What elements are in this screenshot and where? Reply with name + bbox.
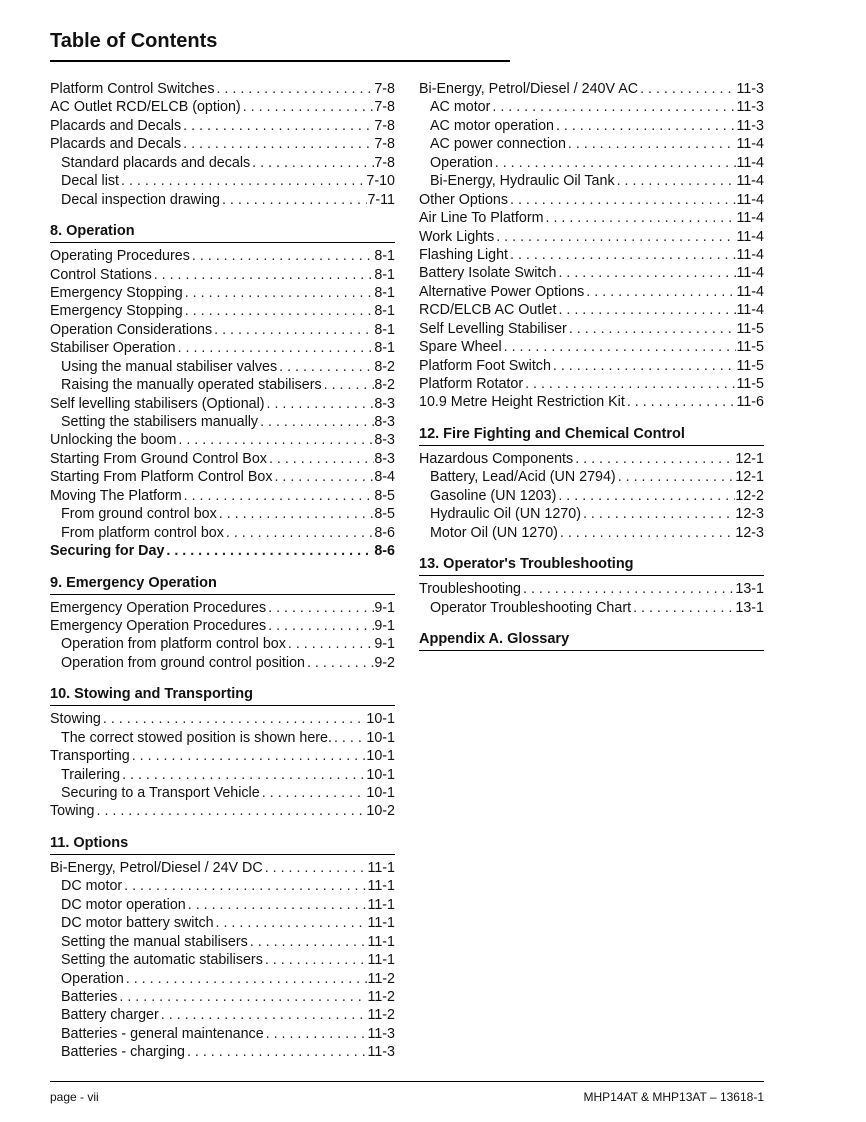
toc-entry-title: Bi-Energy, Petrol/Diesel / 240V AC xyxy=(419,81,639,97)
dot-leader xyxy=(490,98,736,116)
dot-leader xyxy=(183,302,375,320)
toc-entry-page: 8-6 xyxy=(374,524,395,541)
toc-entry[interactable] xyxy=(419,338,764,356)
toc-entry[interactable] xyxy=(50,98,395,116)
dot-leader xyxy=(182,487,375,505)
toc-entry[interactable] xyxy=(50,951,395,969)
toc-right-column xyxy=(419,80,764,655)
toc-entry-title: Hydraulic Oil (UN 1270) xyxy=(430,506,581,523)
dot-leader xyxy=(176,431,374,449)
dot-leader xyxy=(220,191,367,209)
toc-entry-page: 8-5 xyxy=(374,487,395,504)
toc-entry[interactable] xyxy=(50,468,395,486)
toc-entry-title: Motor Oil (UN 1270) xyxy=(430,524,558,541)
toc-entry-page: 11-3 xyxy=(736,117,764,134)
toc-entry-page: 11-2 xyxy=(367,1007,395,1024)
toc-entry[interactable] xyxy=(419,505,764,523)
toc-entry[interactable] xyxy=(50,413,395,431)
toc-entry[interactable] xyxy=(50,358,395,376)
dot-leader xyxy=(544,209,737,227)
toc-entry-page: 8-3 xyxy=(374,395,395,412)
dot-leader xyxy=(214,80,374,98)
toc-entry[interactable] xyxy=(50,191,395,209)
toc-entry-title: Air Line To Platform xyxy=(419,210,544,227)
toc-entry[interactable] xyxy=(419,98,764,116)
dot-leader xyxy=(266,617,374,635)
toc-entry-title: Troubleshooting xyxy=(419,581,521,598)
toc-entry[interactable] xyxy=(50,766,395,784)
toc-entry-title: Hazardous Components xyxy=(419,450,574,467)
toc-entry[interactable] xyxy=(419,135,764,153)
dot-leader xyxy=(124,970,368,988)
dot-leader xyxy=(584,283,736,301)
toc-entry[interactable] xyxy=(50,487,395,505)
toc-entry[interactable] xyxy=(50,321,395,339)
toc-entry-title: AC power connection xyxy=(430,136,566,153)
dot-leader xyxy=(523,375,736,393)
page-title: Table of Contents xyxy=(50,30,218,52)
toc-entry-page: 8-1 xyxy=(374,321,395,338)
dot-leader xyxy=(95,802,367,820)
toc-entry[interactable] xyxy=(419,117,764,135)
toc-entry[interactable] xyxy=(50,80,395,98)
dot-leader xyxy=(615,172,737,190)
toc-entry[interactable] xyxy=(419,209,764,227)
toc-entry-title: Stabiliser Operation xyxy=(50,340,176,357)
toc-entry-title: Bi-Energy, Petrol/Diesel / 24V DC xyxy=(50,859,263,876)
section-heading: 10. Stowing and Transporting xyxy=(50,685,395,706)
toc-entry-page: 9-1 xyxy=(374,617,395,634)
dot-leader xyxy=(186,896,368,914)
dot-leader xyxy=(631,599,735,617)
toc-entry-title: 10.9 Metre Height Restriction Kit xyxy=(419,394,625,411)
toc-entry-page: 11-6 xyxy=(736,394,764,411)
toc-entry-page: 11-4 xyxy=(736,265,764,282)
dot-leader xyxy=(272,468,374,486)
toc-entry-title: Trailering xyxy=(61,766,121,783)
toc-entry-page: 13-1 xyxy=(735,581,764,598)
dot-leader xyxy=(264,1025,368,1043)
toc-entry-title: Gasoline (UN 1203) xyxy=(430,487,557,504)
toc-entry[interactable] xyxy=(419,599,764,617)
toc-entry[interactable] xyxy=(50,247,395,265)
dot-leader xyxy=(581,505,735,523)
dot-leader xyxy=(566,135,737,153)
toc-entry-title: Battery charger xyxy=(61,1007,159,1024)
toc-entry-page: 11-4 xyxy=(736,302,764,319)
toc-entry-title: Starting From Platform Control Box xyxy=(50,469,273,486)
section-heading: 11. Options xyxy=(50,834,395,855)
toc-entry-page: 11-3 xyxy=(736,81,764,97)
toc-entry-title: From platform control box xyxy=(61,524,224,541)
toc-entry-title: Placards and Decals xyxy=(50,136,182,153)
toc-entry-page: 11-4 xyxy=(736,136,764,153)
dot-leader xyxy=(267,450,374,468)
toc-entry-title: Emergency Operation Procedures xyxy=(50,617,267,634)
toc-entry-title: Flashing Light xyxy=(419,246,509,263)
toc-entry[interactable] xyxy=(419,320,764,338)
toc-entry-title: Platform Control Switches xyxy=(50,81,215,97)
toc-entry[interactable] xyxy=(419,375,764,393)
toc-entry-page: 8-6 xyxy=(374,543,395,560)
dot-leader xyxy=(551,357,737,375)
section-heading: Appendix A. Glossary xyxy=(419,630,764,651)
toc-entry[interactable] xyxy=(50,302,395,320)
toc-entry-title: Battery, Lead/Acid (UN 2794) xyxy=(430,469,616,486)
toc-entry-page: 11-2 xyxy=(367,988,395,1005)
toc-entry[interactable] xyxy=(50,266,395,284)
toc-entry-page: 11-5 xyxy=(736,339,764,356)
dot-leader xyxy=(181,135,374,153)
toc-entry[interactable] xyxy=(50,988,395,1006)
toc-entry[interactable] xyxy=(50,172,395,190)
toc-entry-title: Operating Procedures xyxy=(50,248,190,265)
toc-entry[interactable] xyxy=(419,301,764,319)
toc-entry-page: 8-2 xyxy=(374,358,395,375)
toc-entry-page: 11-1 xyxy=(367,915,395,932)
toc-entry-page: 10-1 xyxy=(366,711,395,728)
toc-entry-title: Unlocking the boom xyxy=(50,432,177,449)
toc-entry-page: 11-4 xyxy=(736,154,764,171)
toc-entry-title: Spare Wheel xyxy=(419,339,502,356)
toc-entry-page: 8-4 xyxy=(374,469,395,486)
toc-entry-page: 10-1 xyxy=(366,748,395,765)
toc-entry-title: Decal inspection drawing xyxy=(61,191,220,208)
dot-leader xyxy=(322,376,375,394)
toc-entry-page: 8-2 xyxy=(374,377,395,394)
dot-leader xyxy=(190,247,374,265)
dot-leader xyxy=(554,117,736,135)
toc-entry-title: Self levelling stabilisers (Optional) xyxy=(50,395,265,412)
dot-leader xyxy=(567,320,737,338)
toc-entry-title: Transporting xyxy=(50,748,130,765)
toc-entry-title: AC motor xyxy=(430,99,491,116)
toc-entry[interactable] xyxy=(50,599,395,617)
toc-entry-title: Bi-Energy, Hydraulic Oil Tank xyxy=(430,173,615,190)
toc-entry[interactable] xyxy=(419,357,764,375)
toc-entry-page: 7-8 xyxy=(374,136,395,153)
toc-entry[interactable] xyxy=(50,617,395,635)
dot-leader xyxy=(241,98,375,116)
toc-entry-title: DC motor battery switch xyxy=(61,915,214,932)
toc-entry-title: Setting the stabilisers manually xyxy=(61,414,259,430)
toc-entry-page: 12-3 xyxy=(735,506,764,523)
toc-entry-title: Securing to a Transport Vehicle xyxy=(61,785,260,801)
toc-entry[interactable] xyxy=(50,1006,395,1024)
toc-entry[interactable] xyxy=(50,376,395,394)
dot-leader xyxy=(176,339,375,357)
toc-entry-page: 11-1 xyxy=(367,952,395,969)
dot-leader xyxy=(120,766,366,784)
toc-entry[interactable] xyxy=(50,747,395,765)
toc-entry[interactable] xyxy=(50,635,395,653)
toc-entry-title: Placards and Decals xyxy=(50,117,182,134)
toc-entry-title: Raising the manually operated stabilisers xyxy=(61,377,322,394)
toc-entry[interactable] xyxy=(50,450,395,468)
dot-leader xyxy=(185,1043,367,1061)
toc-entry-title: Batteries - general maintenance xyxy=(61,1025,264,1042)
toc-entry[interactable] xyxy=(419,524,764,542)
toc-entry[interactable] xyxy=(50,542,395,560)
toc-entry-title: Operator Troubleshooting Chart xyxy=(430,599,632,616)
section-heading: 12. Fire Fighting and Chemical Control xyxy=(419,425,764,446)
toc-entry-page: 11-4 xyxy=(736,173,764,190)
toc-entry-title: Operation xyxy=(61,970,124,987)
toc-entry[interactable] xyxy=(419,154,764,172)
toc-entry-title: Towing xyxy=(50,803,95,820)
toc-entry[interactable] xyxy=(50,970,395,988)
footer-document-id: MHP14AT & MHP13AT – 13618-1 xyxy=(583,1090,764,1104)
toc-entry-page: 11-4 xyxy=(736,210,764,227)
toc-entry-page: 11-5 xyxy=(736,376,764,392)
dot-leader xyxy=(556,487,735,505)
toc-entry-page: 11-1 xyxy=(367,859,395,876)
toc-entry-page: 9-1 xyxy=(374,636,395,653)
toc-entry-title: Operation xyxy=(430,154,493,171)
dot-leader xyxy=(183,284,375,302)
toc-entry-title: Stowing xyxy=(50,711,101,728)
dot-leader xyxy=(305,654,374,672)
toc-entry-page: 11-3 xyxy=(736,99,764,116)
toc-entry[interactable] xyxy=(50,1025,395,1043)
toc-entry-page: 10-1 xyxy=(366,729,395,746)
toc-entry-page: 9-1 xyxy=(374,599,395,616)
dot-leader xyxy=(217,505,375,523)
toc-entry[interactable] xyxy=(50,154,395,172)
dot-leader xyxy=(214,914,368,932)
dot-leader xyxy=(573,450,735,468)
toc-entry[interactable] xyxy=(50,1043,395,1061)
toc-entry[interactable] xyxy=(419,468,764,486)
toc-entry[interactable] xyxy=(419,172,764,190)
toc-entry-page: 8-3 xyxy=(374,450,395,467)
toc-entry[interactable] xyxy=(50,524,395,542)
toc-entry[interactable] xyxy=(50,339,395,357)
toc-entry-page: 7-8 xyxy=(374,154,395,171)
toc-entry[interactable] xyxy=(419,191,764,209)
dot-leader xyxy=(493,154,737,172)
toc-entry-title: Standard placards and decals xyxy=(61,154,251,171)
dot-leader xyxy=(159,1006,368,1024)
toc-entry-page: 11-4 xyxy=(736,283,764,300)
footer-rule xyxy=(50,1081,764,1082)
toc-entry-page: 13-1 xyxy=(735,599,764,616)
toc-entry-title: Alternative Power Options xyxy=(419,283,585,300)
toc-entry[interactable] xyxy=(50,896,395,914)
toc-entry[interactable] xyxy=(50,784,395,802)
dot-leader xyxy=(263,859,368,877)
dot-leader xyxy=(638,80,736,98)
toc-entry-page: 11-4 xyxy=(736,228,764,245)
toc-entry[interactable] xyxy=(419,228,764,246)
toc-entry-page: 8-5 xyxy=(374,506,395,523)
dot-leader xyxy=(521,580,735,598)
toc-entry-title: Moving The Platform xyxy=(50,487,182,504)
toc-entry-title: Using the manual stabiliser valves xyxy=(61,358,278,375)
toc-entry-title: The correct stowed position is shown here. xyxy=(61,729,332,746)
toc-entry-title: AC Outlet RCD/ELCB (option) xyxy=(50,99,241,116)
toc-entry-title: Emergency Stopping xyxy=(50,284,183,301)
toc-entry-page: 10-1 xyxy=(366,766,395,783)
toc-entry-title: Starting From Ground Control Box xyxy=(50,450,267,467)
dot-leader xyxy=(250,154,374,172)
dot-leader xyxy=(556,264,736,282)
toc-entry[interactable] xyxy=(50,802,395,820)
toc-entry-title: Batteries xyxy=(61,988,118,1005)
toc-entry[interactable] xyxy=(419,246,764,264)
dot-leader xyxy=(277,358,374,376)
toc-entry-title: Emergency Operation Procedures xyxy=(50,599,267,616)
toc-entry[interactable] xyxy=(50,505,395,523)
toc-entry-title: Decal list xyxy=(61,173,119,190)
toc-entry-page: 12-1 xyxy=(735,450,764,467)
toc-entry-page: 8-1 xyxy=(374,340,395,357)
toc-entry-page: 8-1 xyxy=(374,266,395,283)
dot-leader xyxy=(494,228,736,246)
toc-entry[interactable] xyxy=(50,710,395,728)
toc-entry[interactable] xyxy=(50,654,395,672)
toc-entry-page: 11-4 xyxy=(736,246,764,263)
toc-entry-title: Self Levelling Stabiliser xyxy=(419,320,567,337)
toc-entry-page: 8-1 xyxy=(374,284,395,301)
toc-entry[interactable] xyxy=(419,264,764,282)
section-heading: 13. Operator's Troubleshooting xyxy=(419,555,764,576)
toc-entry[interactable] xyxy=(50,933,395,951)
dot-leader xyxy=(558,524,735,542)
toc-entry[interactable] xyxy=(50,284,395,302)
toc-entry-title: Securing for Day xyxy=(50,543,165,560)
dot-leader xyxy=(260,784,367,802)
toc-entry[interactable] xyxy=(50,914,395,932)
dot-leader xyxy=(117,988,367,1006)
toc-entry[interactable] xyxy=(50,117,395,135)
dot-leader xyxy=(502,338,737,356)
toc-entry-page: 11-5 xyxy=(736,320,764,337)
dot-leader xyxy=(164,542,374,560)
toc-entry-page: 11-1 xyxy=(367,933,395,950)
dot-leader xyxy=(265,395,375,413)
dot-leader xyxy=(152,266,375,284)
dot-leader xyxy=(616,468,736,486)
toc-entry-page: 12-1 xyxy=(735,469,764,486)
toc-left-column xyxy=(50,80,395,1062)
dot-leader xyxy=(258,413,374,431)
toc-entry[interactable] xyxy=(419,393,764,411)
toc-entry-page: 8-1 xyxy=(374,303,395,320)
toc-entry-title: AC motor operation xyxy=(430,117,554,134)
toc-entry-title: Emergency Stopping xyxy=(50,303,183,320)
dot-leader xyxy=(101,710,367,728)
dot-leader xyxy=(625,393,737,411)
toc-entry[interactable] xyxy=(419,283,764,301)
toc-entry-title: DC motor xyxy=(61,878,123,895)
toc-entry[interactable] xyxy=(419,80,764,98)
toc-entry-title: Other Options xyxy=(419,191,508,208)
toc-entry-title: Platform Foot Switch xyxy=(419,357,551,374)
toc-entry-page: 8-3 xyxy=(374,414,395,430)
toc-entry-page: 11-3 xyxy=(367,1025,395,1042)
dot-leader xyxy=(130,747,367,765)
title-rule xyxy=(50,60,510,62)
toc-entry-title: Platform Rotator xyxy=(419,376,524,392)
toc-entry-page: 12-3 xyxy=(735,524,764,541)
toc-entry-page: 11-5 xyxy=(736,357,764,374)
toc-entry-page: 10-2 xyxy=(366,803,395,820)
toc-entry[interactable] xyxy=(50,431,395,449)
toc-entry[interactable] xyxy=(419,580,764,598)
dot-leader xyxy=(508,246,736,264)
dot-leader xyxy=(286,635,374,653)
toc-entry[interactable] xyxy=(50,859,395,877)
dot-leader xyxy=(266,599,374,617)
toc-entry[interactable] xyxy=(50,135,395,153)
dot-leader xyxy=(508,191,736,209)
dot-leader xyxy=(263,951,368,969)
toc-entry-title: Batteries - charging xyxy=(61,1044,185,1061)
toc-entry[interactable] xyxy=(50,877,395,895)
dot-leader xyxy=(224,524,374,542)
dot-leader xyxy=(181,117,374,135)
dot-leader xyxy=(248,933,368,951)
dot-leader xyxy=(212,321,374,339)
toc-entry-title: Setting the manual stabilisers xyxy=(61,933,248,950)
toc-entry-title: Operation from platform control box xyxy=(61,636,286,653)
toc-entry-page: 11-2 xyxy=(367,970,395,987)
toc-entry-page: 11-4 xyxy=(736,191,764,208)
toc-entry-title: Operation from ground control position xyxy=(61,654,305,671)
toc-entry-page: 8-3 xyxy=(374,432,395,449)
toc-entry-page: 8-1 xyxy=(374,248,395,265)
toc-entry-page: 7-8 xyxy=(374,81,395,97)
toc-entry-page: 7-8 xyxy=(374,117,395,134)
section-heading: 9. Emergency Operation xyxy=(50,574,395,595)
toc-entry-title: From ground control box xyxy=(61,506,217,523)
section-heading: 8. Operation xyxy=(50,222,395,243)
toc-entry-page: 11-3 xyxy=(367,1044,395,1061)
toc-entry-page: 11-1 xyxy=(367,896,395,913)
footer-page-number: page - vii xyxy=(50,1090,99,1104)
toc-entry-page: 11-1 xyxy=(367,878,395,895)
toc-entry-title: Control Stations xyxy=(50,266,152,283)
toc-entry-title: Setting the automatic stabilisers xyxy=(61,952,263,969)
toc-entry[interactable] xyxy=(50,395,395,413)
dot-leader xyxy=(556,301,736,319)
toc-entry-title: Operation Considerations xyxy=(50,321,213,338)
toc-entry[interactable] xyxy=(50,729,395,747)
toc-entry-page: 9-2 xyxy=(374,654,395,671)
toc-entry[interactable] xyxy=(419,487,764,505)
toc-entry-page: 7-10 xyxy=(366,173,395,190)
toc-entry-title: DC motor operation xyxy=(61,896,186,913)
dot-leader xyxy=(122,877,367,895)
toc-entry-title: Work Lights xyxy=(419,228,495,245)
toc-entry-page: 7-8 xyxy=(374,99,395,116)
toc-entry-page: 10-1 xyxy=(366,785,395,801)
toc-entry-page: 12-2 xyxy=(735,487,764,504)
dot-leader xyxy=(119,172,366,190)
toc-entry-page: 7-11 xyxy=(367,191,395,208)
toc-entry[interactable] xyxy=(419,450,764,468)
toc-entry-title: RCD/ELCB AC Outlet xyxy=(419,302,557,319)
toc-entry-title: Battery Isolate Switch xyxy=(419,265,557,282)
dot-leader xyxy=(332,729,366,747)
